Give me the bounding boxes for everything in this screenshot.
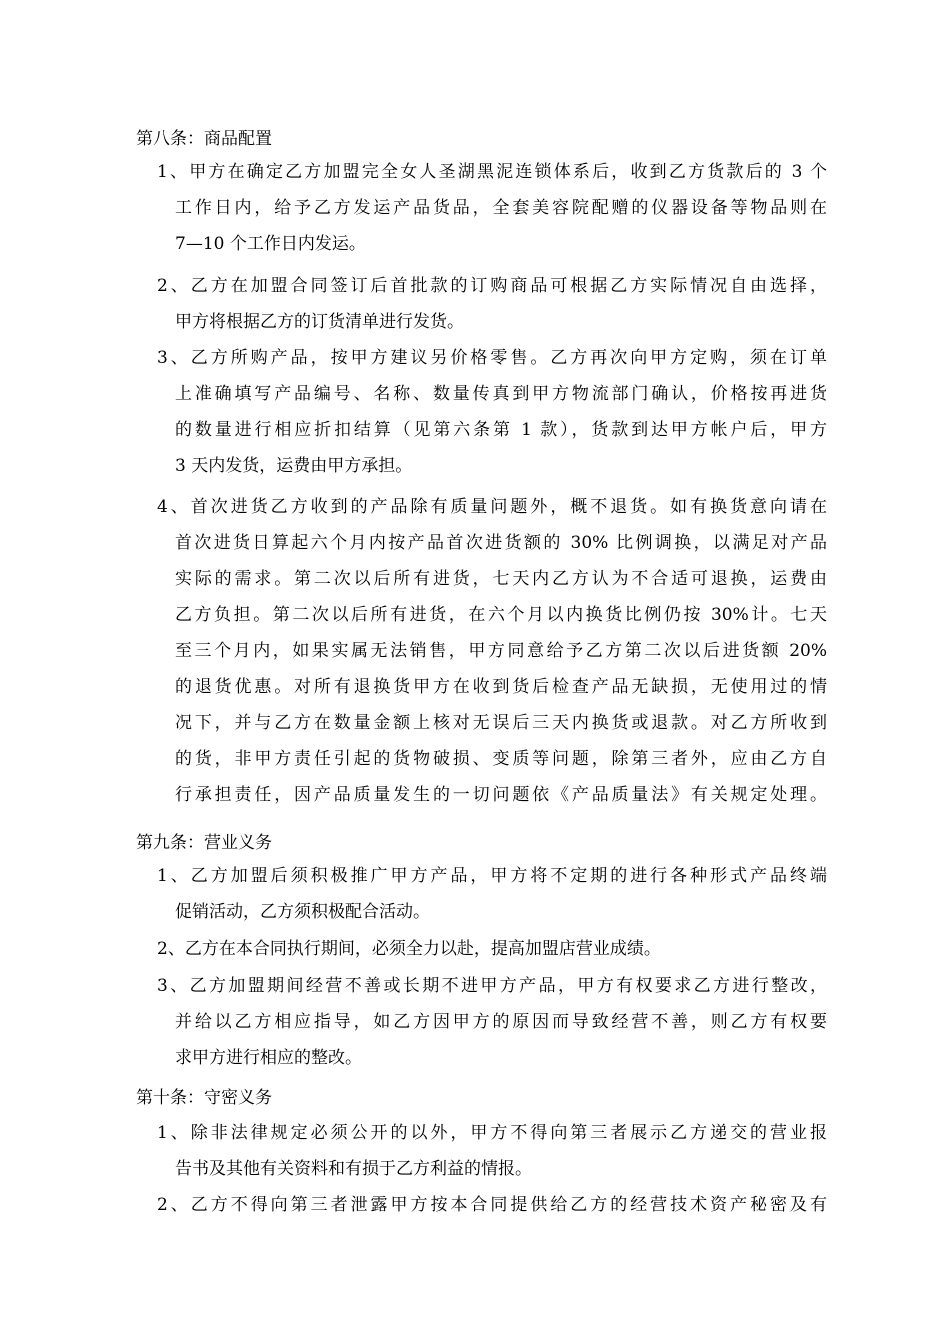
clause-8-4	[157, 489, 827, 813]
clause-9-3	[157, 968, 827, 1076]
text-line: 促销活动，乙方须积极配合活动。	[175, 902, 430, 922]
text-line: 2、乙方不得向第三者泄露甲方按本合同提供给乙方的经营技术资产秘密及有	[157, 1195, 827, 1215]
text-line: 1、甲方在确定乙方加盟完全女人圣湖黑泥连锁体系后，收到乙方货款后的 3 个	[157, 162, 827, 182]
section-heading-10: 第十条：守密义务	[136, 1088, 272, 1108]
text-line: 7—10 个工作日内发运。	[175, 234, 366, 254]
text-line: 2、乙方在加盟合同签订后首批款的订购商品可根据乙方实际情况自由选择，	[157, 276, 827, 296]
text-line: 的退货优惠。对所有退换货甲方在收到货后检查产品无缺损，无使用过的情	[175, 677, 827, 697]
text-line: 至三个月内，如果实属无法销售，甲方同意给予乙方第二次以后进货额 20%	[175, 641, 827, 661]
text-line: 甲方将根据乙方的订货清单进行发货。	[175, 312, 464, 332]
clause-9-2	[157, 931, 827, 967]
text-line: 乙方负担。第二次以后所有进货，在六个月以内换货比例仍按 30%计。七天	[175, 605, 827, 625]
text-line: 1、乙方加盟后须积极推广甲方产品，甲方将不定期的进行各种形式产品终端	[157, 866, 827, 886]
section-heading-9: 第九条：营业义务	[136, 833, 272, 853]
clause-8-1	[157, 154, 827, 262]
text-line: 3、乙方加盟期间经营不善或长期不进甲方产品，甲方有权要求乙方进行整改，	[157, 976, 827, 996]
text-line: 3、乙方所购产品，按甲方建议另价格零售。乙方再次向甲方定购，须在订单	[157, 348, 827, 368]
text-line: 2、乙方在本合同执行期间，必须全力以赴，提高加盟店营业成绩。	[157, 939, 661, 959]
text-line: 行承担责任，因产品质量发生的一切问题依《产品质量法》有关规定处理。	[175, 785, 827, 805]
text-line: 况下，并与乙方在数量金额上核对无误后三天内换货或退款。对乙方所收到	[175, 713, 827, 733]
clause-10-2	[157, 1187, 827, 1223]
text-line: 求甲方进行相应的整改。	[175, 1048, 362, 1068]
section-heading-8: 第八条：商品配置	[136, 129, 272, 149]
text-line: 的货，非甲方责任引起的货物破损、变质等问题，除第三者外，应由乙方自	[175, 749, 827, 769]
text-line: 首次进货日算起六个月内按产品首次进货额的 30% 比例调换，以满足对产品	[175, 533, 827, 553]
clause-10-1	[157, 1115, 827, 1187]
text-line: 工作日内，给予乙方发运产品货品，全套美容院配赠的仪器设备等物品则在	[175, 198, 827, 218]
text-line: 上准确填写产品编号、名称、数量传真到甲方物流部门确认，价格按再进货	[175, 384, 827, 404]
clause-8-2	[157, 268, 827, 340]
text-line: 并给以乙方相应指导，如乙方因甲方的原因而导致经营不善，则乙方有权要	[175, 1012, 827, 1032]
clause-9-1	[157, 858, 827, 930]
text-line: 4、首次进货乙方收到的产品除有质量问题外，概不退货。如有换货意向请在	[157, 497, 827, 517]
text-line: 的数量进行相应折扣结算（见第六条第 1 款），货款到达甲方帐户后，甲方	[175, 420, 827, 440]
text-line: 3 天内发货，运费由甲方承担。	[175, 456, 413, 476]
clause-8-3	[157, 340, 827, 484]
text-line: 告书及其他有关资料和有损于乙方利益的情报。	[175, 1159, 532, 1179]
text-line: 1、除非法律规定必须公开的以外，甲方不得向第三者展示乙方递交的营业报	[157, 1123, 827, 1143]
text-line: 实际的需求。第二次以后所有进货，七天内乙方认为不合适可退换，运费由	[175, 569, 827, 589]
